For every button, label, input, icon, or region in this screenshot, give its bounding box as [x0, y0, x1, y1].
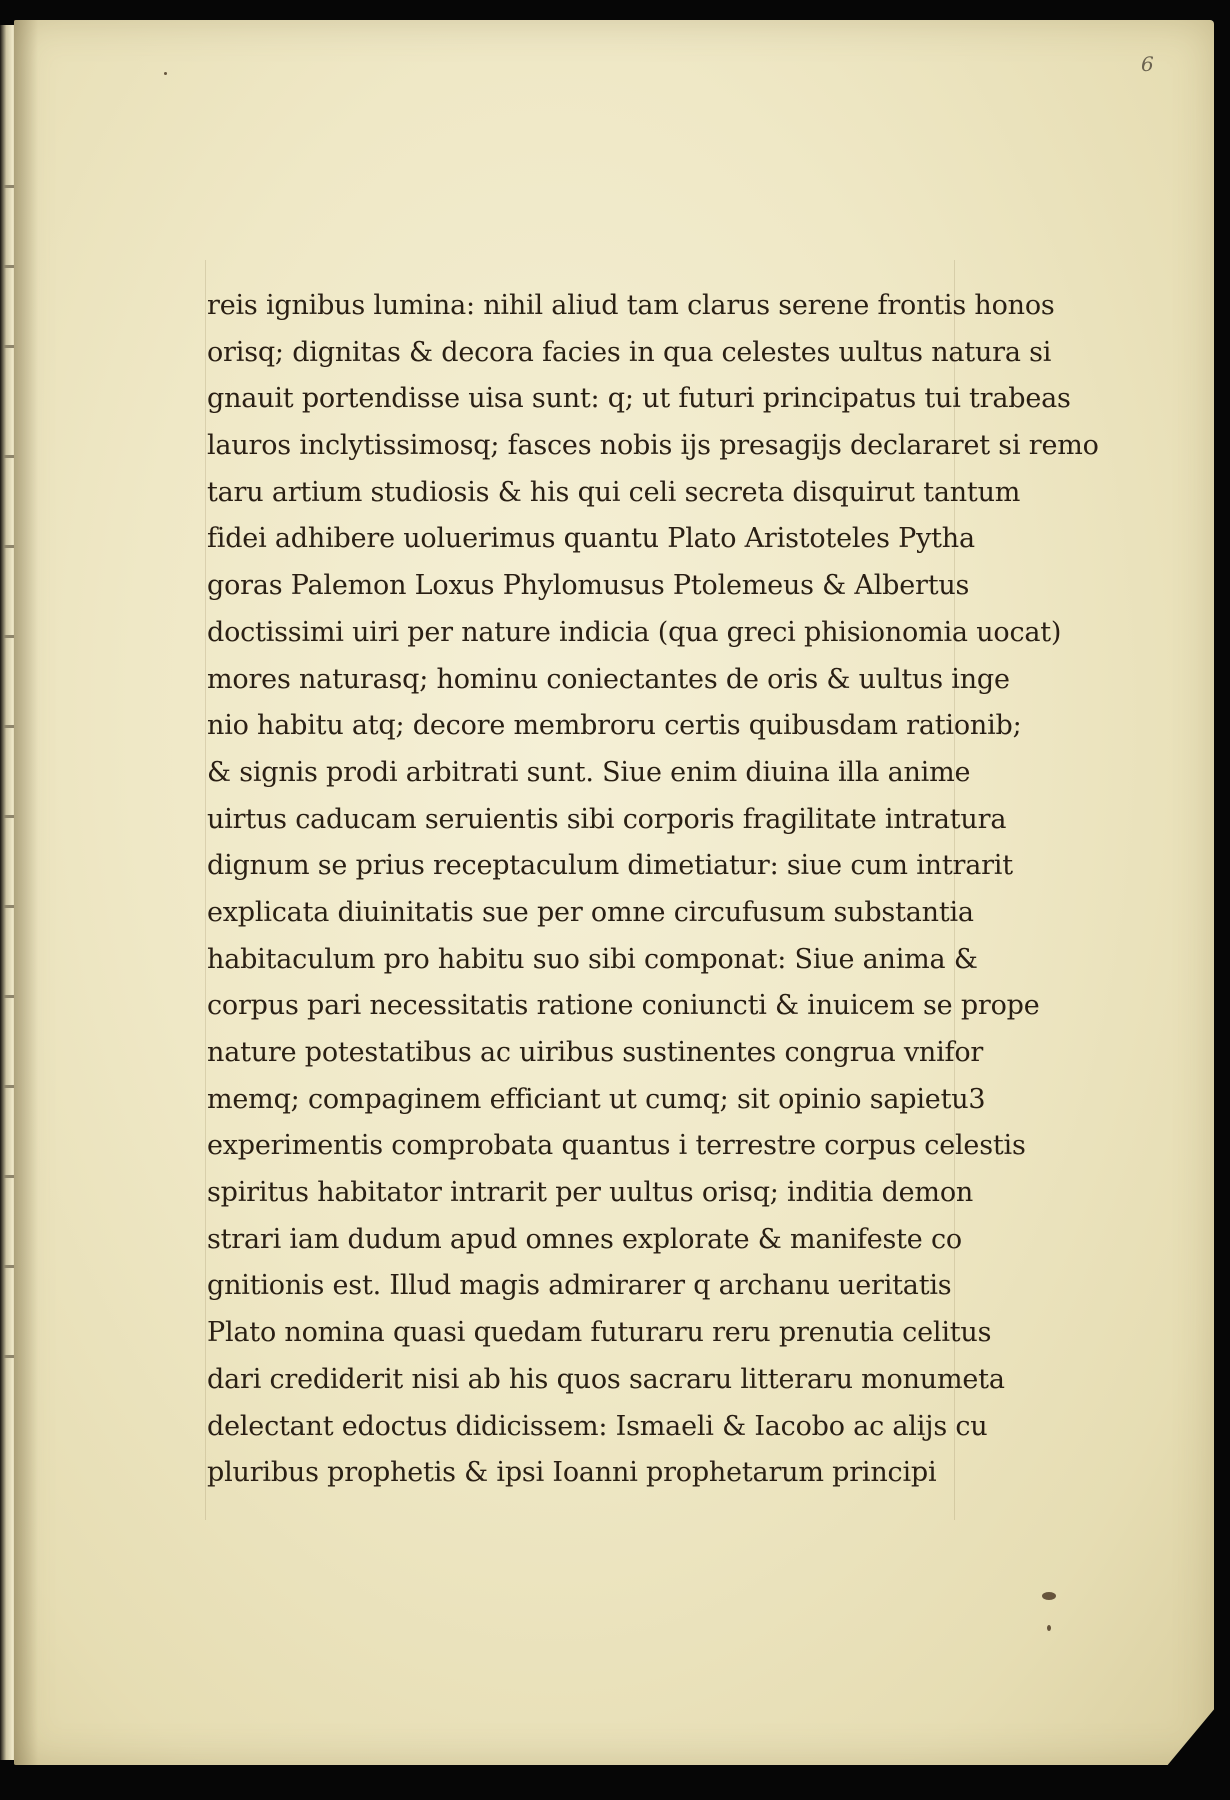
text-line: delectant edoctus didicissem: Ismaeli & Iacobo ac alijs cu: [207, 1410, 988, 1442]
text-line: orisq; dignitas & decora facies in qua celestes uultus natura si: [207, 336, 1052, 368]
text-line: corpus pari necessitatis ratione coniuncti & inuicem se prope: [207, 990, 1040, 1022]
binding-stitch: [4, 455, 14, 458]
text-line: Plato nomina quasi quedam futuraru reru prenutia celitus: [207, 1317, 992, 1349]
text-line: taru artium studiosis & his qui celi secreta disquirut tantum: [207, 476, 1021, 508]
text-block: [207, 283, 1099, 1497]
corner-tear: [1166, 1707, 1216, 1767]
binding-stitch: [4, 345, 14, 348]
text-line: experimentis comprobata quantus i terrestre corpus celestis: [207, 1130, 1026, 1162]
text-line: dari crediderit nisi ab his quos sacraru litteraru monumeta: [207, 1363, 1005, 1395]
text-line: uirtus caducam seruientis sibi corporis fragilitate intratura: [207, 803, 1007, 835]
text-line: gnauit portendisse uisa sunt: q; ut futuri principatus tui trabeas: [207, 383, 1071, 415]
binding-stitch: [4, 1085, 14, 1088]
text-line: dignum se prius receptaculum dimetiatur: siue cum intrarit: [207, 850, 1013, 882]
parchment-page: [14, 20, 1214, 1765]
binding-stitch: [4, 635, 14, 638]
text-line: goras Palemon Loxus Phylomusus Ptolemeus & Albertus: [207, 570, 970, 602]
binding-stitch: [4, 1355, 14, 1358]
text-line: pluribus prophetis & ipsi Ioanni prophetarum principi: [207, 1457, 937, 1489]
gutter-shadow: [14, 20, 38, 1765]
binding-stitch: [4, 265, 14, 268]
binding-stitch: [4, 185, 14, 188]
binding-stitch: [4, 995, 14, 998]
text-line: spiritus habitator intrarit per uultus orisq; inditia demon: [207, 1177, 974, 1209]
text-line: strari iam dudum apud omnes explorate & manifeste co: [207, 1223, 962, 1255]
text-line: habitaculum pro habitu suo sibi componat: Siue anima &: [207, 943, 978, 975]
text-line: nature potestatibus ac uiribus sustinentes congrua vnifor: [207, 1037, 984, 1068]
text-line: & signis prodi arbitrati sunt. Siue enim diuina illa anime: [207, 756, 971, 788]
binding-stitch: [4, 815, 14, 818]
text-line: mores naturasq; hominu coniectantes de oris & uultus inge: [207, 663, 1010, 695]
text-line: fidei adhibere uoluerimus quantu Plato Aristoteles Pytha: [207, 523, 975, 555]
binding-stitch: [4, 725, 14, 728]
text-line: gnitionis est. Illud magis admirarer q archanu ueritatis: [207, 1270, 952, 1302]
binding-stitch: [4, 1265, 14, 1268]
binding-stitch: [4, 545, 14, 548]
text-line: explicata diuinitatis sue per omne circufusum substantia: [207, 896, 974, 928]
text-line: memq; compaginem efficiant ut cumq; sit opinio sapietu3: [207, 1083, 986, 1115]
text-line: lauros inclytissimosq; fasces nobis ijs presagijs declararet si remo: [207, 430, 1099, 462]
ink-stain: [1042, 1592, 1056, 1600]
text-line: reis ignibus lumina: nihil aliud tam clarus serene frontis honos: [207, 290, 1055, 321]
text-line: doctissimi uiri per nature indicia (qua greci phisionomia uocat): [207, 616, 1062, 648]
ink-stain: [1047, 1625, 1051, 1631]
ink-speck: [164, 72, 167, 75]
ruling-line-left: [205, 260, 206, 1520]
text-line: nio habitu atq; decore membroru certis quibusdam rationib;: [207, 710, 1022, 742]
binding-stitch: [4, 905, 14, 908]
folio-number: 6: [1141, 52, 1154, 76]
binding-stitch: [4, 1175, 14, 1178]
